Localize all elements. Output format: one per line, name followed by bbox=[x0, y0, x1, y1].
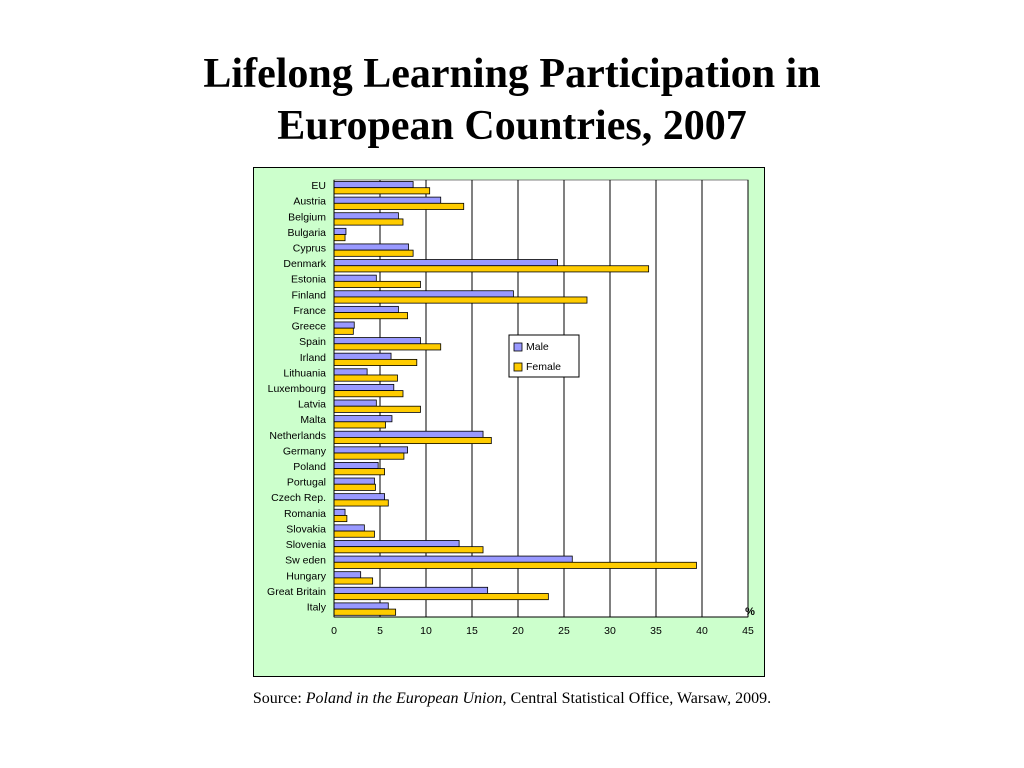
slide-title bbox=[0, 48, 1024, 152]
bar-male-15 bbox=[334, 416, 392, 422]
x-axis-unit-label: % bbox=[745, 606, 755, 618]
source-note bbox=[0, 690, 1024, 708]
bar-female-13 bbox=[334, 391, 403, 397]
bar-male-20 bbox=[334, 494, 385, 500]
bar-female-22 bbox=[334, 531, 374, 537]
bar-female-8 bbox=[334, 313, 408, 319]
bar-female-1 bbox=[334, 203, 464, 209]
bar-male-1 bbox=[334, 197, 441, 203]
category-label-16: Netherlands bbox=[269, 429, 326, 442]
category-label-18: Poland bbox=[293, 461, 326, 474]
category-label-1: Austria bbox=[293, 195, 326, 208]
bar-male-17 bbox=[334, 447, 408, 453]
bar-male-25 bbox=[334, 572, 361, 578]
chart-frame bbox=[253, 167, 765, 677]
title-line-1: Lifelong Learning Participation in bbox=[203, 51, 821, 97]
bar-female-20 bbox=[334, 500, 388, 506]
bar-female-21 bbox=[334, 515, 347, 521]
bar-female-15 bbox=[334, 422, 386, 428]
category-label-17: Germany bbox=[282, 445, 326, 458]
bar-female-0 bbox=[334, 188, 430, 194]
bar-male-3 bbox=[334, 228, 346, 234]
x-tick-label-0: 0 bbox=[331, 625, 337, 637]
bar-female-16 bbox=[334, 437, 491, 443]
bar-male-4 bbox=[334, 244, 409, 250]
bar-male-26 bbox=[334, 587, 488, 593]
x-tick-label-25: 25 bbox=[558, 625, 570, 637]
bar-male-13 bbox=[334, 384, 394, 390]
category-label-9: Greece bbox=[291, 320, 326, 333]
bar-male-10 bbox=[334, 338, 420, 344]
category-label-25: Hungary bbox=[286, 570, 326, 583]
x-tick-label-40: 40 bbox=[696, 625, 708, 637]
bar-female-25 bbox=[334, 578, 373, 584]
legend-swatch-0 bbox=[514, 343, 522, 351]
bar-male-12 bbox=[334, 369, 367, 375]
x-tick-label-20: 20 bbox=[512, 625, 524, 637]
category-label-4: Cyprus bbox=[292, 242, 326, 255]
legend-label-0: Male bbox=[526, 340, 549, 353]
x-tick-label-45: 45 bbox=[742, 625, 754, 637]
bar-male-19 bbox=[334, 478, 374, 484]
category-label-11: Irland bbox=[299, 351, 326, 364]
bar-female-24 bbox=[334, 562, 696, 568]
category-label-10: Spain bbox=[299, 336, 326, 349]
bar-male-0 bbox=[334, 182, 413, 188]
category-label-21: Romania bbox=[283, 507, 326, 520]
bar-female-10 bbox=[334, 344, 441, 350]
category-label-27: Italy bbox=[306, 601, 326, 614]
bar-female-7 bbox=[334, 297, 587, 303]
bar-male-6 bbox=[334, 275, 376, 281]
bar-male-11 bbox=[334, 353, 391, 359]
bar-female-12 bbox=[334, 375, 397, 381]
legend-swatch-1 bbox=[514, 363, 522, 371]
category-label-22: Slovakia bbox=[286, 523, 326, 536]
legend-label-1: Female bbox=[526, 360, 562, 373]
bar-male-7 bbox=[334, 291, 513, 297]
bar-male-16 bbox=[334, 431, 483, 437]
bar-male-24 bbox=[334, 556, 572, 562]
bar-female-6 bbox=[334, 281, 420, 287]
bar-male-22 bbox=[334, 525, 364, 531]
bar-female-11 bbox=[334, 359, 417, 365]
bar-male-5 bbox=[334, 260, 558, 266]
category-label-7: Finland bbox=[291, 289, 326, 302]
bar-male-9 bbox=[334, 322, 354, 328]
bar-female-18 bbox=[334, 469, 385, 475]
bar-male-21 bbox=[334, 509, 345, 515]
category-label-13: Luxembourg bbox=[267, 382, 326, 395]
bar-female-3 bbox=[334, 235, 345, 241]
bar-female-19 bbox=[334, 484, 375, 490]
x-tick-label-35: 35 bbox=[650, 625, 662, 637]
bar-male-23 bbox=[334, 540, 459, 546]
category-label-14: Latvia bbox=[297, 398, 326, 411]
bar-chart bbox=[254, 168, 764, 676]
bar-female-26 bbox=[334, 593, 548, 599]
x-tick-label-30: 30 bbox=[604, 625, 616, 637]
bar-female-2 bbox=[334, 219, 403, 225]
x-tick-label-10: 10 bbox=[420, 625, 432, 637]
bar-female-4 bbox=[334, 250, 413, 256]
category-label-6: Estonia bbox=[290, 273, 326, 286]
bar-male-8 bbox=[334, 306, 398, 312]
bar-male-14 bbox=[334, 400, 376, 406]
x-tick-label-15: 15 bbox=[466, 625, 478, 637]
category-label-2: Belgium bbox=[288, 211, 326, 224]
category-label-0: EU bbox=[311, 180, 326, 193]
title-line-2: European Countries, 2007 bbox=[277, 103, 747, 149]
source-suffix: , Central Statistical Office, Warsaw, 2009. bbox=[502, 690, 772, 707]
bar-female-27 bbox=[334, 609, 396, 615]
category-label-15: Malta bbox=[300, 414, 326, 427]
category-label-26: Great Britain bbox=[267, 585, 326, 598]
category-label-23: Slovenia bbox=[285, 539, 326, 552]
bar-male-27 bbox=[334, 603, 388, 609]
bar-female-23 bbox=[334, 547, 483, 553]
category-label-12: Lithuania bbox=[283, 367, 326, 380]
source-publication: Poland in the European Union bbox=[305, 690, 503, 707]
bar-male-2 bbox=[334, 213, 398, 219]
bar-female-17 bbox=[334, 453, 404, 459]
category-label-20: Czech Rep. bbox=[271, 492, 326, 505]
category-label-8: France bbox=[293, 304, 326, 317]
category-label-5: Denmark bbox=[283, 258, 326, 271]
x-tick-label-5: 5 bbox=[377, 625, 383, 637]
category-label-19: Portugal bbox=[286, 476, 326, 489]
bar-male-18 bbox=[334, 462, 378, 468]
bar-female-9 bbox=[334, 328, 353, 334]
source-prefix: Source: bbox=[252, 690, 306, 707]
bar-female-5 bbox=[334, 266, 649, 272]
bar-female-14 bbox=[334, 406, 420, 412]
category-label-3: Bulgaria bbox=[287, 226, 326, 239]
category-label-24: Sw eden bbox=[285, 554, 326, 567]
